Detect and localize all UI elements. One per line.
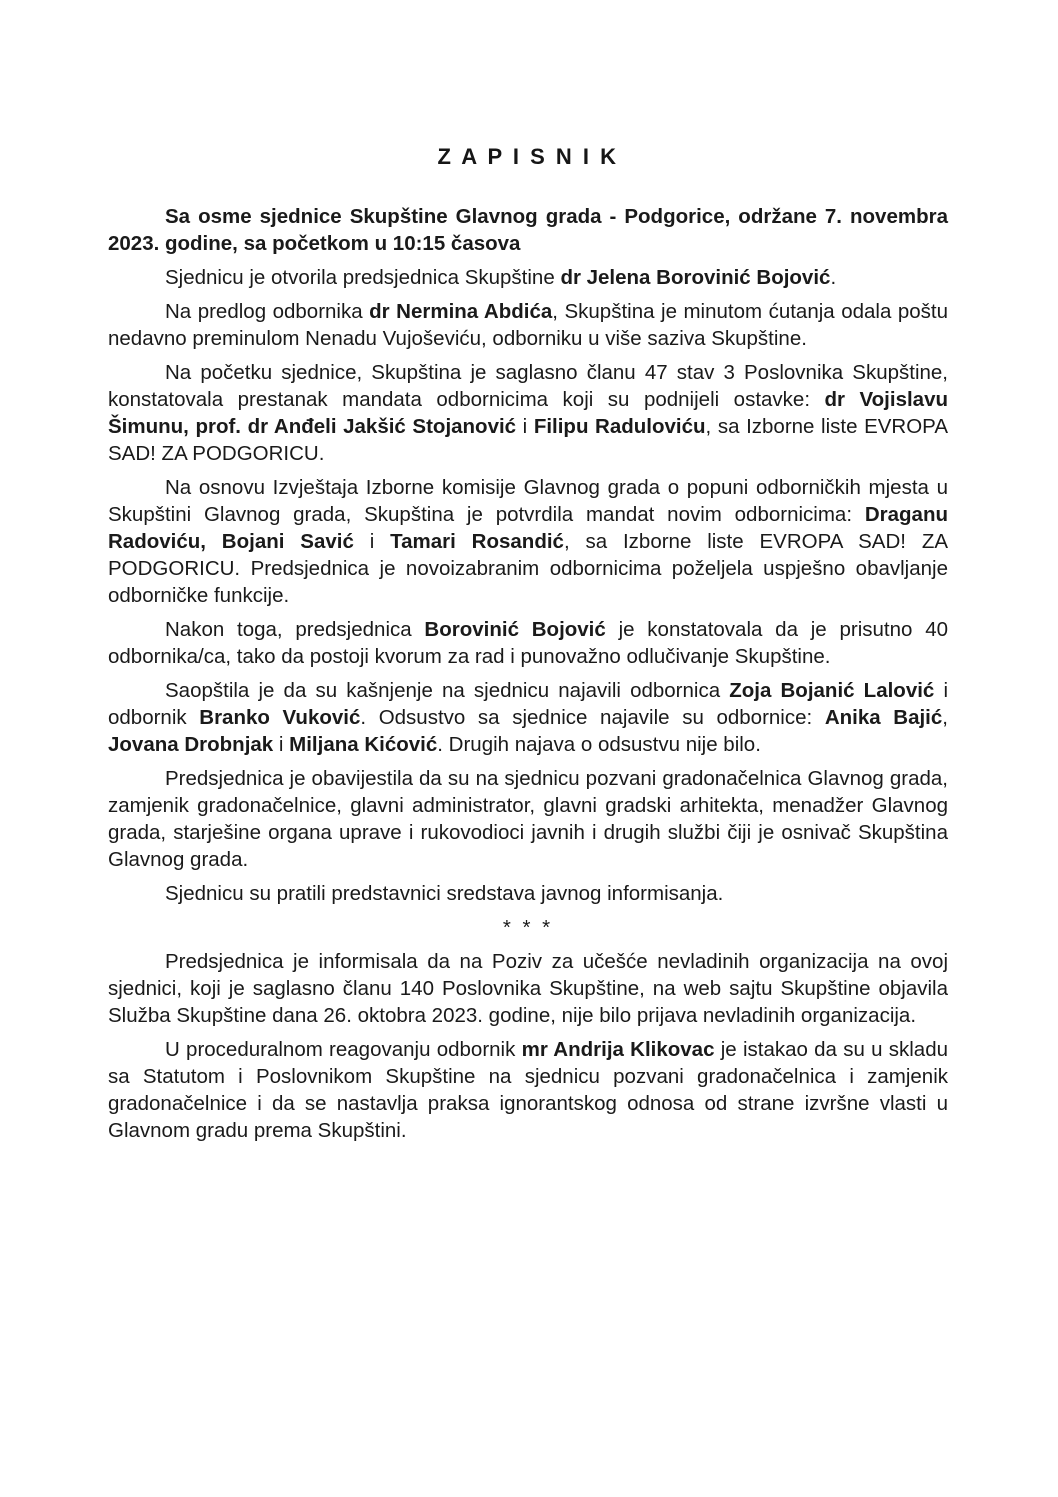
paragraph-5 <box>108 474 948 609</box>
body-text: Sjednicu su pratili predstavnici sredstava javnog informisanja. <box>165 882 724 905</box>
body-text: je konstatovala da je prisutno 40 odbornika/ca, tako da postoji kvorum za rad i punovažno odlučivanje Skupštine. <box>108 618 948 668</box>
bold-text: dr Jelena Borovinić Bojović <box>560 266 831 289</box>
paragraph-7 <box>108 677 948 758</box>
body-text: i <box>273 733 290 756</box>
body-text: . <box>830 266 837 289</box>
body-text: je istakao da su u skladu sa Statutom i Poslovnikom Skupštine na sjednicu pozvani gradonačelnica i zamjenik gradonačelnice i da se nastavlja praksa ignorantskog odnosa od strane izvršne vlasti u Glavnom gradu prema Skupštini. <box>108 1038 948 1142</box>
body-text: Predsjednica je obavijestila da su na sjednicu pozvani gradonačelnica Glavnog grada, zamjenik gradonačelnice, glavni administrator, glavni gradski arhitekta, menadžer Glavnog grada, starješine organa uprave i rukovodioci javnih i drugih službi čiji je osnivač Skupština Glavnog grada. <box>108 767 948 871</box>
paragraph-4 <box>108 359 948 467</box>
paragraph-3 <box>108 298 948 352</box>
body-text: i <box>353 530 391 553</box>
body-text: , sa Izborne liste EVROPA SAD! ZA PODGORICU. <box>108 415 948 465</box>
body-text: Na početku sjednice, Skupština je saglasno članu 47 stav 3 Poslovnika Skupštine, konstatovala prestanak mandata odbornicima koji su podnijeli ostavke: <box>108 361 948 411</box>
body-text: , Skupština je minutom ćutanja odala poštu nedavno preminulom Nenadu Vujoševiću, odborniku u više saziva Skupštine. <box>108 300 949 350</box>
body-text: U proceduralnom reagovanju odbornik <box>165 1038 522 1061</box>
section-separator: * * * <box>502 916 554 939</box>
paragraph-8 <box>108 765 948 873</box>
bold-text: Zoja Bojanić Lalović <box>729 679 935 702</box>
document-title: Z A P I S N I K <box>437 144 619 169</box>
bold-text: Branko Vuković <box>199 706 361 729</box>
paragraph-11 <box>108 948 948 1029</box>
bold-text: Anika Bajić <box>824 706 943 729</box>
paragraph-6 <box>108 616 948 670</box>
bold-text: Borovinić Bojović <box>424 618 606 641</box>
body-text: i odbornik <box>108 679 948 729</box>
bold-text: dr Vojislavu Šimunu, prof. dr Anđeli Jakšić Stojanović <box>108 388 948 438</box>
body-text: , <box>942 706 948 729</box>
bold-text: Tamari Rosandić <box>390 530 564 553</box>
body-text: Sjednicu je otvorila predsjednica Skupštine <box>165 266 561 289</box>
body-text: Saopštila je da su kašnjenje na sjednicu najavili odbornica <box>165 679 730 702</box>
paragraph-9 <box>108 880 948 907</box>
body-text: Na predlog odbornika <box>165 300 370 323</box>
bold-text: Filipu Raduloviću <box>533 415 706 438</box>
body-text: Nakon toga, predsjednica <box>165 618 425 641</box>
paragraph-1 <box>108 203 948 257</box>
document-body <box>108 203 948 1144</box>
body-text: Predsjednica je informisala da na Poziv za učešće nevladinih organizacija na ovoj sjednici, koji je saglasno članu 140 Poslovnika Skupštine, na web sajtu Skupštine objavila Služba Skupštine dana 26. oktobra 2023. godine, nije bilo prijava nevladinih organizacija. <box>108 950 948 1027</box>
bold-text: Jovana Drobnjak <box>108 733 274 756</box>
bold-text: Miljana Kićović <box>289 733 438 756</box>
body-text: i <box>516 415 534 438</box>
body-text: . Drugih najava o odsustvu nije bilo. <box>437 733 761 756</box>
bold-text: Sa osme sjednice Skupštine Glavnog grada - Podgorice, održane 7. novembra 2023. godine, sa početkom u 10:15 časova <box>108 205 948 255</box>
paragraph-12 <box>108 1036 948 1144</box>
body-text: Na osnovu Izvještaja Izborne komisije Glavnog grada o popuni odborničkih mjesta u Skupštini Glavnog grada, Skupština je potvrdila mandat novim odbornicima: <box>108 476 948 526</box>
body-text: . Odsustvo sa sjednice najavile su odbornice: <box>360 706 825 729</box>
bold-text: Draganu Radoviću, Bojani Savić <box>108 503 948 553</box>
bold-text: mr Andrija Klikovac <box>521 1038 715 1061</box>
body-text: , sa Izborne liste EVROPA SAD! ZA PODGORICU. Predsjednica je novoizabranim odbornicima poželjela uspješno obavljanje odborničke funkcije. <box>108 530 949 607</box>
bold-text: dr Nermina Abdića <box>369 300 553 323</box>
paragraph-2 <box>108 264 948 291</box>
